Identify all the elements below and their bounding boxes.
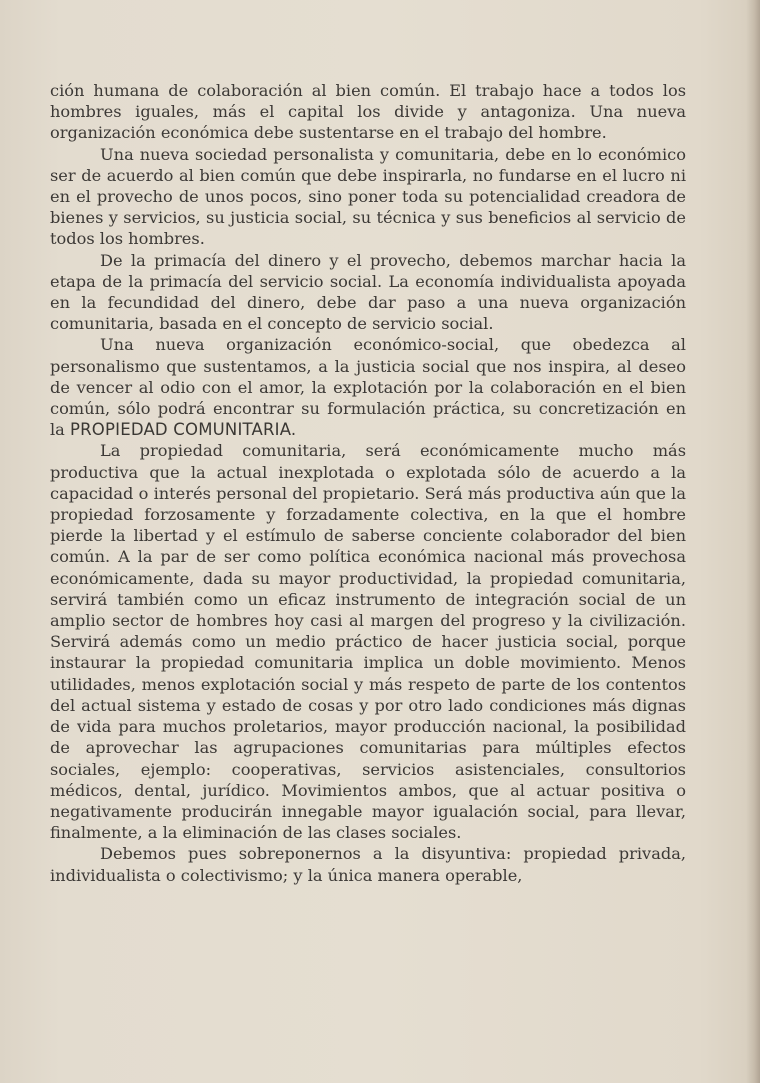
paragraph-5: La propiedad comunitaria, será económicamente mucho más productiva que la actual inexplotada o explotada sólo de acuerdo a la capacidad o interés personal del propietario. Será más productiva aún que la propiedad forzosamente y forzadamente colectiva, en la que el hombre pierde la libertad y el estímulo de saberse conciente colaborador del bien común. A la par de ser como política económica nacional más provechosa económicamente, dada su mayor productividad, la propiedad comunitaria, servirá también como un eficaz instrumento de integración social de un amplio sector de hombres hoy casi al margen del progreso y la civilización. Servirá además como un medio práctico de hacer justicia social, porque instaurar la propiedad comunitaria implica un doble movimiento. Menos utilidades, menos explotación social y más respeto de parte de los contentos del actual sistema y estado de cosas y por otro lado condiciones más dignas de vida para muchos proletarios, mayor producción nacional, la posibilidad de aprovechar las agrupaciones comunitarias para múltiples efectos sociales, ejemplo: cooperativas, servicios asistenciales, consultorios médicos, dental, jurídico. Movimientos ambos, que al actuar positiva o negativamente producirán innegable mayor igualación social, para llevar, finalmente, a la eliminación de las clases sociales. [50, 441, 686, 843]
paragraph-4 [50, 334, 686, 440]
propiedad-comunitaria-emphasis: PROPIEDAD COMUNITARIA. [69, 420, 297, 440]
paragraph-4-text: Una nueva organización económico-social, que obedezca al personalismo que sustentamos, a la justicia social que nos inspira, al deseo de vencer al odio con el amor, la explotación por la colaboración en el bien común, sólo podrá encontrar su formulación práctica, su concretización en la [50, 335, 686, 440]
body-text [50, 80, 686, 886]
paragraph-3: De la primacía del dinero y el provecho, debemos marchar hacia la etapa de la primacía del servicio social. La economía individualista apoyada en la fecundidad del dinero, debe dar paso a una nueva organización comunitaria, basada en el concepto de servicio social. [50, 250, 686, 334]
paragraph-2: Una nueva sociedad personalista y comunitaria, debe en lo económico ser de acuerdo al bien común que debe inspirarla, no fundarse en el lucro ni en el provecho de unos pocos, sino poner toda su potencialidad creadora de bienes y servicios, su justicia social, su técnica y sus beneficios al servicio de todos los hombres. [50, 144, 686, 249]
paragraph-6: Debemos pues sobreponernos a la disyuntiva: propiedad privada, individualista o colectivismo; y la única manera operable, [50, 844, 686, 885]
page-binding-shadow [746, 0, 760, 1083]
paragraph-1: ción humana de colaboración al bien común. El trabajo hace a todos los hombres iguales, más el capital los divide y antagoniza. Una nueva organización económica debe sustentarse en el trabajo del hombre. [50, 81, 686, 143]
